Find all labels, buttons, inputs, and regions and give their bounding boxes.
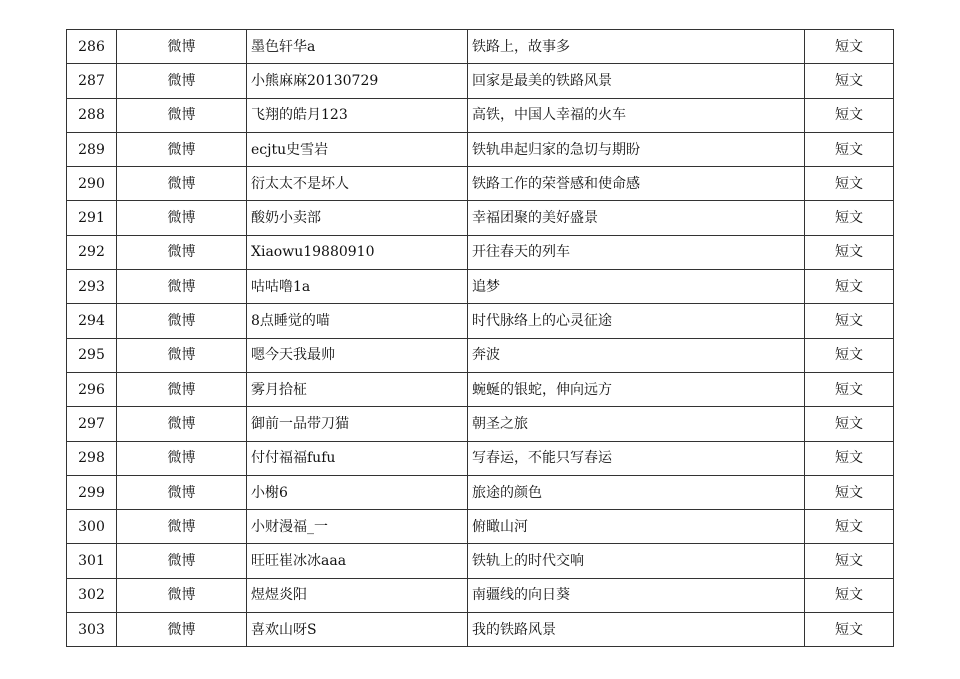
cell-source: 微博 xyxy=(117,578,247,612)
cell-number: 293 xyxy=(67,270,117,304)
table-row xyxy=(67,578,894,612)
cell-source: 微博 xyxy=(117,98,247,132)
cell-number: 289 xyxy=(67,132,117,166)
cell-source: 微博 xyxy=(117,544,247,578)
table-row xyxy=(67,270,894,304)
cell-author: 御前一品带刀猫 xyxy=(247,407,468,441)
table-body xyxy=(67,30,894,647)
cell-author: 酸奶小卖部 xyxy=(247,201,468,235)
cell-author: 小榭6 xyxy=(247,475,468,509)
cell-type: 短文 xyxy=(805,270,894,304)
cell-author: 煜煜炎阳 xyxy=(247,578,468,612)
cell-type: 短文 xyxy=(805,544,894,578)
cell-title: 蜿蜒的银蛇，伸向远方 xyxy=(468,372,805,406)
cell-type: 短文 xyxy=(805,167,894,201)
cell-title: 铁轨串起归家的急切与期盼 xyxy=(468,132,805,166)
cell-source: 微博 xyxy=(117,338,247,372)
cell-source: 微博 xyxy=(117,372,247,406)
cell-number: 295 xyxy=(67,338,117,372)
cell-number: 301 xyxy=(67,544,117,578)
table-row xyxy=(67,372,894,406)
cell-title: 幸福团聚的美好盛景 xyxy=(468,201,805,235)
cell-type: 短文 xyxy=(805,338,894,372)
cell-title: 写春运，不能只写春运 xyxy=(468,441,805,475)
cell-title: 铁路工作的荣誉感和使命感 xyxy=(468,167,805,201)
cell-author: 8点睡觉的喵 xyxy=(247,304,468,338)
table-row xyxy=(67,441,894,475)
table-row xyxy=(67,201,894,235)
table-row xyxy=(67,544,894,578)
cell-author: 喜欢山呀S xyxy=(247,613,468,647)
document-page xyxy=(66,29,893,647)
cell-number: 286 xyxy=(67,30,117,64)
table-row xyxy=(67,235,894,269)
cell-author: 小熊麻麻20130729 xyxy=(247,64,468,98)
cell-type: 短文 xyxy=(805,235,894,269)
cell-type: 短文 xyxy=(805,132,894,166)
cell-author: 嗯今天我最帅 xyxy=(247,338,468,372)
table-row xyxy=(67,613,894,647)
cell-title: 铁路上，故事多 xyxy=(468,30,805,64)
cell-title: 高铁，中国人幸福的火车 xyxy=(468,98,805,132)
cell-author: 旺旺崔冰冰aaa xyxy=(247,544,468,578)
cell-author: 咕咕噜1a xyxy=(247,270,468,304)
cell-source: 微博 xyxy=(117,270,247,304)
cell-title: 奔波 xyxy=(468,338,805,372)
cell-source: 微博 xyxy=(117,613,247,647)
table-row xyxy=(67,132,894,166)
cell-source: 微博 xyxy=(117,407,247,441)
cell-number: 290 xyxy=(67,167,117,201)
cell-source: 微博 xyxy=(117,201,247,235)
table-row xyxy=(67,30,894,64)
cell-type: 短文 xyxy=(805,98,894,132)
table-row xyxy=(67,407,894,441)
cell-type: 短文 xyxy=(805,510,894,544)
cell-title: 铁轨上的时代交响 xyxy=(468,544,805,578)
entries-table xyxy=(66,29,894,647)
cell-author: 飞翔的皓月123 xyxy=(247,98,468,132)
cell-author: 衍太太不是坏人 xyxy=(247,167,468,201)
table-row xyxy=(67,64,894,98)
cell-number: 303 xyxy=(67,613,117,647)
cell-title: 开往春天的列车 xyxy=(468,235,805,269)
cell-type: 短文 xyxy=(805,64,894,98)
cell-source: 微博 xyxy=(117,30,247,64)
cell-title: 南疆线的向日葵 xyxy=(468,578,805,612)
cell-title: 朝圣之旅 xyxy=(468,407,805,441)
cell-number: 302 xyxy=(67,578,117,612)
cell-number: 297 xyxy=(67,407,117,441)
cell-number: 288 xyxy=(67,98,117,132)
cell-source: 微博 xyxy=(117,64,247,98)
cell-source: 微博 xyxy=(117,167,247,201)
cell-number: 299 xyxy=(67,475,117,509)
table-row xyxy=(67,338,894,372)
cell-source: 微博 xyxy=(117,235,247,269)
cell-type: 短文 xyxy=(805,475,894,509)
cell-source: 微博 xyxy=(117,475,247,509)
cell-source: 微博 xyxy=(117,304,247,338)
table-row xyxy=(67,475,894,509)
cell-number: 294 xyxy=(67,304,117,338)
cell-author: ecjtu史雪岩 xyxy=(247,132,468,166)
cell-author: 小财漫福_一 xyxy=(247,510,468,544)
cell-type: 短文 xyxy=(805,407,894,441)
cell-author: Xiaowu19880910 xyxy=(247,235,468,269)
cell-title: 我的铁路风景 xyxy=(468,613,805,647)
cell-number: 296 xyxy=(67,372,117,406)
table-row xyxy=(67,98,894,132)
table-row xyxy=(67,510,894,544)
cell-source: 微博 xyxy=(117,441,247,475)
cell-author: 墨色轩华a xyxy=(247,30,468,64)
table-row xyxy=(67,167,894,201)
cell-number: 300 xyxy=(67,510,117,544)
table-row xyxy=(67,304,894,338)
cell-title: 回家是最美的铁路风景 xyxy=(468,64,805,98)
cell-type: 短文 xyxy=(805,201,894,235)
cell-type: 短文 xyxy=(805,30,894,64)
cell-number: 287 xyxy=(67,64,117,98)
cell-title: 时代脉络上的心灵征途 xyxy=(468,304,805,338)
cell-type: 短文 xyxy=(805,613,894,647)
cell-type: 短文 xyxy=(805,372,894,406)
cell-type: 短文 xyxy=(805,304,894,338)
cell-title: 旅途的颜色 xyxy=(468,475,805,509)
cell-type: 短文 xyxy=(805,441,894,475)
cell-type: 短文 xyxy=(805,578,894,612)
cell-source: 微博 xyxy=(117,510,247,544)
cell-number: 298 xyxy=(67,441,117,475)
cell-author: 付付福福fufu xyxy=(247,441,468,475)
cell-title: 追梦 xyxy=(468,270,805,304)
cell-number: 291 xyxy=(67,201,117,235)
cell-source: 微博 xyxy=(117,132,247,166)
cell-author: 雾月拾柾 xyxy=(247,372,468,406)
cell-title: 俯瞰山河 xyxy=(468,510,805,544)
cell-number: 292 xyxy=(67,235,117,269)
